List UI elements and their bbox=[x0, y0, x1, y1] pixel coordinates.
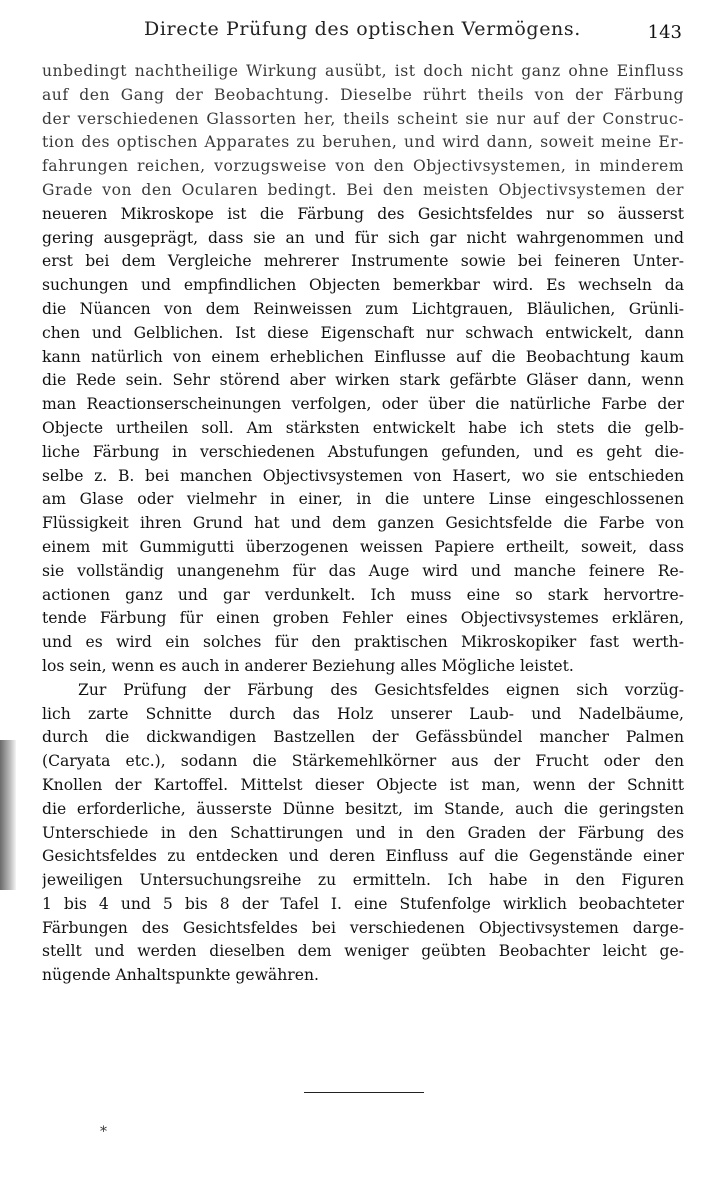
text-line: Unterschiede in den Schattirungen und in den Graden der Färbung des bbox=[42, 823, 684, 842]
text-line: erst bei dem Vergleiche mehrerer Instrumente sowie bei feineren Unter- bbox=[42, 252, 684, 271]
text-line: am Glase oder vielmehr in einer, in die untere Linse eingeschlossenen bbox=[42, 490, 684, 509]
text-line: auf den Gang der Beobachtung. Dieselbe rührt theils von der Färbung bbox=[42, 85, 684, 104]
text-line: einem mit Gummigutti überzogenen weissen Papiere ertheilt, soweit, dass bbox=[42, 537, 684, 556]
footnote-rule bbox=[304, 1092, 424, 1093]
text-line: fahrungen reichen, vorzugsweise von den Objectivsystemen, in minderem bbox=[42, 157, 684, 176]
text-line: Knollen der Kartoffel. Mittelst dieser Objecte ist man, wenn der Schnitt bbox=[42, 775, 684, 794]
text-line: der verschiedenen Glassorten her, theils scheint sie nur auf der Construc- bbox=[42, 109, 684, 128]
text-line: Färbungen des Gesichtsfeldes bei verschiedenen Objectivsystemen darge- bbox=[42, 918, 684, 937]
text-line: (Caryata etc.), sodann die Stärkemehlkörner aus der Frucht oder den bbox=[42, 752, 684, 771]
text-line: kann natürlich von einem erheblichen Einflusse auf die Beobachtung kaum bbox=[42, 347, 684, 366]
text-line: die Rede sein. Sehr störend aber wirken stark gefärbte Gläser dann, wenn bbox=[42, 371, 684, 390]
text-line: actionen ganz und gar verdunkelt. Ich muss eine so stark hervortre- bbox=[42, 585, 684, 604]
text-line: tion des optischen Apparates zu beruhen, und wird dann, soweit meine Er- bbox=[42, 133, 684, 152]
text-line: die Nüancen von dem Reinweissen zum Lichtgrauen, Bläulichen, Grünli- bbox=[42, 299, 684, 318]
margin-mark: * bbox=[100, 1124, 107, 1140]
text-line: man Reactionserscheinungen verfolgen, oder über die natürliche Farbe der bbox=[42, 395, 684, 414]
text-line: jeweiligen Untersuchungsreihe zu ermitteln. Ich habe in den Figuren bbox=[42, 871, 684, 890]
text-line: unbedingt nachtheilige Wirkung ausübt, ist doch nicht ganz ohne Einfluss bbox=[42, 62, 684, 80]
body-text bbox=[42, 60, 684, 988]
text-line: chen und Gelblichen. Ist diese Eigenschaft nur schwach entwickelt, dann bbox=[42, 323, 684, 342]
text-line: stellt und werden dieselben dem weniger geübten Beobachter leicht ge- bbox=[42, 942, 684, 961]
text-line: suchungen und empfindlichen Objecten bemerkbar wird. Es wechseln da bbox=[42, 276, 684, 295]
text-line: lich zarte Schnitte durch das Holz unserer Laub- und Nadelbäume, bbox=[42, 704, 684, 723]
text-line: 1 bis 4 und 5 bis 8 der Tafel I. eine Stufenfolge wirklich beobachteter bbox=[42, 894, 684, 913]
text-line: selbe z. B. bei manchen Objectivsystemen von Hasert, wo sie entschieden bbox=[42, 466, 684, 485]
text-line: liche Färbung in verschiedenen Abstufungen gefunden, und es geht die- bbox=[42, 442, 684, 461]
text-line: Objecte urtheilen soll. Am stärksten entwickelt habe ich stets die gelb- bbox=[42, 418, 684, 437]
text-line: Gesichtsfeldes zu entdecken und deren Einfluss auf die Gegenstände einer bbox=[42, 847, 684, 866]
page-number: 143 bbox=[647, 22, 682, 43]
text-line: neueren Mikroskope ist die Färbung des Gesichtsfeldes nur so äusserst bbox=[42, 204, 684, 223]
text-line: die erforderliche, äusserste Dünne besitzt, im Stande, auch die geringsten bbox=[42, 799, 684, 818]
text-line: sie vollständig unangenehm für das Auge wird und manche feinere Re- bbox=[42, 561, 684, 580]
running-head bbox=[40, 16, 684, 46]
text-line: durch die dickwandigen Bastzellen der Gefässbündel mancher Palmen bbox=[42, 728, 684, 747]
text-line: Zur Prüfung der Färbung des Gesichtsfeldes eignen sich vorzüg- bbox=[78, 680, 684, 699]
text-line: tende Färbung für einen groben Fehler eines Objectivsystemes erklären, bbox=[42, 609, 684, 628]
text-line: Grade von den Ocularen bedingt. Bei den meisten Objectivsystemen der bbox=[42, 180, 684, 199]
text-line: los sein, wenn es auch in anderer Beziehung alles Mögliche leistet. bbox=[42, 656, 574, 675]
text-line: gering ausgeprägt, dass sie an und für sich gar nicht wahrgenommen und bbox=[42, 228, 684, 247]
text-line: Flüssigkeit ihren Grund hat und dem ganzen Gesichtsfelde die Farbe von bbox=[42, 514, 684, 533]
text-line: nügende Anhaltspunkte gewähren. bbox=[42, 966, 319, 985]
running-title: Directe Prüfung des optischen Vermögens. bbox=[144, 18, 581, 40]
page-edge-shadow bbox=[0, 740, 16, 890]
text-line: und es wird ein solches für den praktischen Mikroskopiker fast werth- bbox=[42, 633, 684, 652]
